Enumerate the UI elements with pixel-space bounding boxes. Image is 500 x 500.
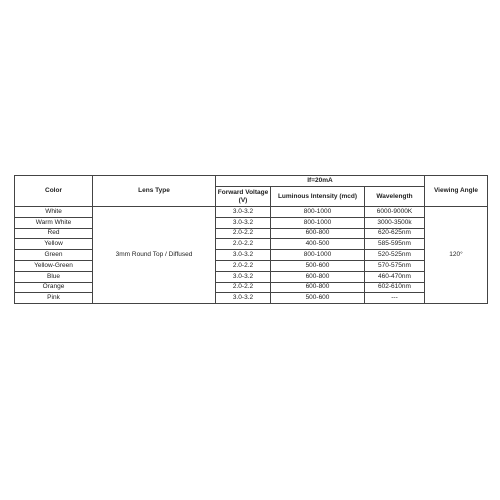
cell-wavelength: --- — [365, 293, 425, 304]
cell-color: Red — [15, 228, 93, 239]
table-row — [15, 228, 488, 239]
cell-forward-voltage: 2.0-2.2 — [216, 228, 271, 239]
cell-wavelength: 570-575nm — [365, 260, 425, 271]
cell-wavelength: 602-610nm — [365, 282, 425, 293]
table-row — [15, 282, 488, 293]
table-row — [15, 239, 488, 250]
cell-forward-voltage: 3.0-3.2 — [216, 293, 271, 304]
cell-color: Green — [15, 250, 93, 261]
table-row — [15, 271, 488, 282]
cell-forward-voltage: 2.0-2.2 — [216, 239, 271, 250]
cell-wavelength: 620-625nm — [365, 228, 425, 239]
cell-forward-voltage: 2.0-2.2 — [216, 282, 271, 293]
header-forward-voltage: Forward Voltage (V) — [216, 187, 271, 207]
cell-wavelength: 6000-9000K — [365, 207, 425, 218]
header-viewing-angle: Viewing Angle — [425, 176, 488, 207]
cell-lens-type: 3mm Round Top / Diffused — [93, 207, 216, 304]
header-luminous-intensity: Luminous Intensity (mcd) — [271, 187, 365, 207]
cell-luminous-intensity: 500-600 — [271, 293, 365, 304]
cell-luminous-intensity: 600-800 — [271, 282, 365, 293]
cell-wavelength: 460-470nm — [365, 271, 425, 282]
header-current-group: If=20mA — [216, 176, 425, 187]
cell-color: Blue — [15, 271, 93, 282]
header-wavelength: Wavelength — [365, 187, 425, 207]
table-row — [15, 250, 488, 261]
table-body — [15, 207, 488, 304]
cell-forward-voltage: 3.0-3.2 — [216, 207, 271, 218]
table-row — [15, 207, 488, 218]
cell-luminous-intensity: 800-1000 — [271, 217, 365, 228]
cell-forward-voltage: 2.0-2.2 — [216, 260, 271, 271]
cell-color: Orange — [15, 282, 93, 293]
table-row — [15, 260, 488, 271]
cell-wavelength: 3000-3500k — [365, 217, 425, 228]
cell-forward-voltage: 3.0-3.2 — [216, 271, 271, 282]
cell-luminous-intensity: 600-800 — [271, 228, 365, 239]
cell-forward-voltage: 3.0-3.2 — [216, 250, 271, 261]
cell-luminous-intensity: 600-800 — [271, 271, 365, 282]
cell-color: Warm White — [15, 217, 93, 228]
cell-luminous-intensity: 800-1000 — [271, 250, 365, 261]
header-color: Color — [15, 176, 93, 207]
cell-color: Yellow-Green — [15, 260, 93, 271]
led-spec-table — [14, 175, 488, 304]
cell-luminous-intensity: 800-1000 — [271, 207, 365, 218]
header-row-top — [15, 176, 488, 187]
cell-color: Yellow — [15, 239, 93, 250]
cell-color: Pink — [15, 293, 93, 304]
cell-color: White — [15, 207, 93, 218]
table-row — [15, 293, 488, 304]
cell-wavelength: 585-595nm — [365, 239, 425, 250]
cell-luminous-intensity: 400-500 — [271, 239, 365, 250]
cell-viewing-angle: 120° — [425, 207, 488, 304]
cell-wavelength: 520-525nm — [365, 250, 425, 261]
header-lens-type: Lens Type — [93, 176, 216, 207]
cell-luminous-intensity: 500-600 — [271, 260, 365, 271]
cell-forward-voltage: 3.0-3.2 — [216, 217, 271, 228]
table-row — [15, 217, 488, 228]
